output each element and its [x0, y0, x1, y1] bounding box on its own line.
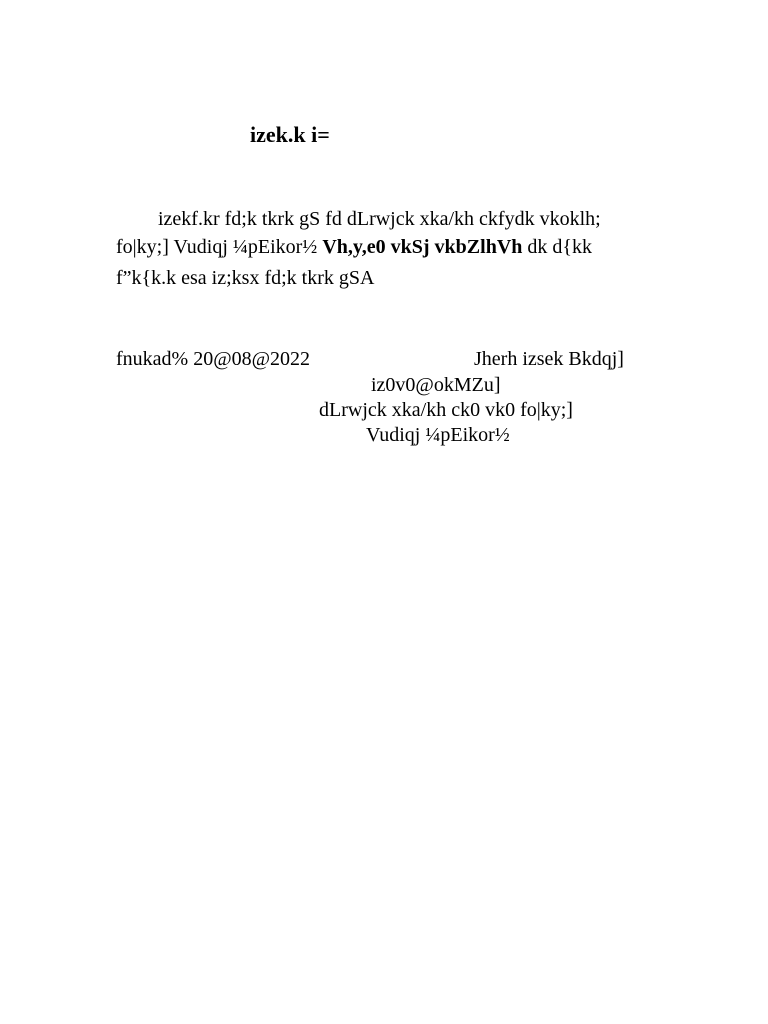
school-location: Vudiqj ¼pEikor½ — [366, 424, 510, 446]
paragraph-line-3: f”k{k.k esa iz;ksx fd;k tkrk gSA — [116, 267, 375, 289]
document-title: izek.k i= — [250, 122, 330, 147]
paragraph-line-2-end: dk d{kk — [522, 236, 592, 258]
paragraph-line-2 — [116, 233, 592, 261]
paragraph-bold-phrase: Vh,y,e0 vkSj vkbZlhVh — [322, 236, 523, 258]
signatory-name: Jherh izsek Bkdqj] — [474, 348, 624, 370]
signatory-designation: iz0v0@okMZu] — [371, 374, 501, 396]
school-name: dLrwjck xka/kh ck0 vk0 fo|ky;] — [319, 399, 573, 421]
date-label: fnukad% 20@08@2022 — [116, 348, 311, 370]
paragraph-line-2-start: fo|ky;] Vudiqj ¼pEikor½ — [116, 236, 323, 258]
paragraph-line-1: izekf.kr fd;k tkrk gS fd dLrwjck xka/kh ckfydk vkoklh; — [158, 208, 601, 230]
